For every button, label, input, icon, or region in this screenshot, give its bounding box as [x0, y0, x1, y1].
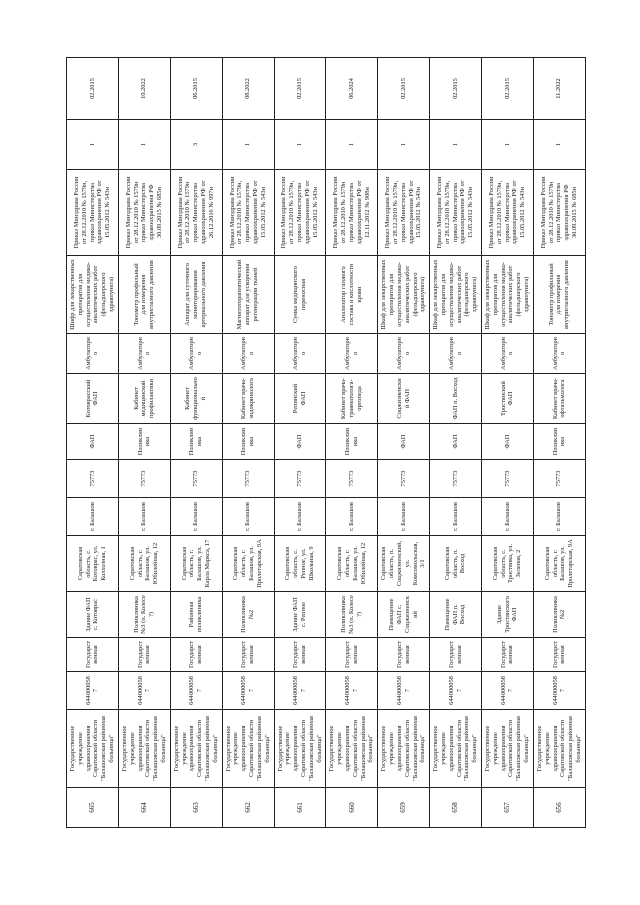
cell-doc: Приказ Минздрава России от 28.12.2010 № 1579н, приказ Министерства здравоохранения РФ от 15.05.2012 № 543н	[378, 170, 430, 256]
cell-care: Амбулаторно	[67, 334, 119, 374]
cell-type: ФАП	[378, 424, 430, 460]
cell-building: Помещение ФАП п. Восход	[430, 592, 482, 638]
cell-address: Саратовская область, с. Тростянка, ул. Зеленая, 2	[482, 536, 534, 592]
cell-owner: Государственное учреждение здравоохранения Саратовской области "Балашовская районная больница"	[67, 710, 119, 788]
cell-unit: Кабинет врача-эндокринолога	[222, 374, 274, 424]
cell-care: Амбулаторно	[274, 334, 326, 374]
cell-building: Районная поликлиника	[170, 592, 222, 638]
cell-settlement: г. Балашов	[533, 498, 585, 536]
cell-code: 75773	[378, 460, 430, 498]
cell-qty: 1	[67, 120, 119, 170]
cell-settlement: г. Балашов	[170, 498, 222, 536]
cell-address: Саратовская область, г. Балашов, ул. Юбилейная, 12	[326, 536, 378, 592]
cell-id: 657	[482, 788, 534, 828]
cell-building: Здание ФАП с. Котоврас	[67, 592, 119, 638]
record-row	[170, 58, 222, 828]
cell-unit: ФАП п. Восход	[430, 374, 482, 424]
cell-date: 02.2015	[482, 58, 534, 120]
cell-id: 662	[222, 788, 274, 828]
cell-unit: Репинский ФАП	[274, 374, 326, 424]
cell-owner: Государственное учреждение здравоохранения Саратовской области "Балашовская районная больница"	[482, 710, 534, 788]
cell-date: 02.2015	[274, 58, 326, 120]
cell-address: Саратовская область, с. Репное, ул. Школьная, 9	[274, 536, 326, 592]
cell-inn: 6440000587	[430, 672, 482, 710]
cell-settlement: г. Балашов	[274, 498, 326, 536]
cell-type: ФАП	[67, 424, 119, 460]
cell-care: Амбулаторно	[533, 334, 585, 374]
cell-date: 11.2022	[533, 58, 585, 120]
record-row	[482, 58, 534, 828]
cell-owner: Государственное учреждение здравоохранения Саратовской области "Балашовская районная больница"	[170, 710, 222, 788]
cell-unit: Кабинет врача-офтальмолога	[533, 374, 585, 424]
cell-type: ФАП	[274, 424, 326, 460]
cell-address: Саратовская область, п. Соцжизненский, ул. Комсомольская, 3/1	[378, 536, 430, 592]
cell-type: ФАП	[482, 424, 534, 460]
cell-building: Поликлиника №3 (п. Колесе ?)	[118, 592, 170, 638]
cell-doc: Приказ Минздрава России от 28.12.2010 № 1579н приказ Министерства здравоохранения РФ от 12.11.2012 № 908н	[326, 170, 378, 256]
cell-settlement: г. Балашов	[67, 498, 119, 536]
cell-profile: Сумка медицинского переносная	[274, 256, 326, 334]
cell-owner: Государственное учреждение здравоохранения Саратовской области "Балашовская районная больница"	[430, 710, 482, 788]
cell-unit: Кабинет функциональной	[170, 374, 222, 424]
cell-qty: 1	[378, 120, 430, 170]
cell-building: Здание Тростянского ФАП	[482, 592, 534, 638]
record-row	[274, 58, 326, 828]
cell-date: 10.2022	[118, 58, 170, 120]
cell-ownership: Государственная	[430, 638, 482, 672]
cell-building: Поликлиника №2	[222, 592, 274, 638]
cell-qty: 1	[533, 120, 585, 170]
cell-unit: Кабинет медицинской профилактики	[118, 374, 170, 424]
record-row	[533, 58, 585, 828]
cell-id: 661	[274, 788, 326, 828]
cell-unit: Кабинет врача-травматолога-ортопеда	[326, 374, 378, 424]
cell-unit: Котоврасский ФАП	[67, 374, 119, 424]
cell-code: 75773	[482, 460, 534, 498]
cell-type: ФАП	[430, 424, 482, 460]
cell-type: Поликлиника	[118, 424, 170, 460]
cell-date: 02.2015	[378, 58, 430, 120]
cell-date: 02.2015	[430, 58, 482, 120]
cell-profile: Шкаф для лекарственных препаратов для осуществления медико-аналитических работ (фельдшерского здравпункта)	[378, 256, 430, 334]
cell-care: Амбулаторно	[222, 334, 274, 374]
cell-care: Амбулаторно	[118, 334, 170, 374]
equipment-table	[66, 57, 586, 828]
cell-address: Саратовская область, г. Балашов, ул. Юбилейная, 12	[118, 536, 170, 592]
cell-qty: 1	[274, 120, 326, 170]
cell-ownership: Государственная	[67, 638, 119, 672]
cell-unit: Соцжизненский ФАП	[378, 374, 430, 424]
cell-settlement: г. Балашов	[482, 498, 534, 536]
cell-qty: 1	[326, 120, 378, 170]
cell-profile: Шифр для лекарственных препаратов для осуществления медико-аналитических работ (фельдшерского здравпункта)	[67, 256, 119, 334]
cell-unit: Тростянский ФАП	[482, 374, 534, 424]
cell-inn: 6440000587	[274, 672, 326, 710]
cell-qty: 1	[222, 120, 274, 170]
cell-code: 75773	[170, 460, 222, 498]
cell-ownership: Государственная	[533, 638, 585, 672]
cell-code: 75773	[222, 460, 274, 498]
cell-inn: 6440000587	[533, 672, 585, 710]
cell-settlement: г. Балашов	[222, 498, 274, 536]
record-row	[222, 58, 274, 828]
cell-profile: Шкаф для лекарственных препаратов для осуществления медико-аналитических работ (фельдшерского здравпункта)	[430, 256, 482, 334]
cell-code: 75773	[67, 460, 119, 498]
record-row	[378, 58, 430, 828]
cell-building: Поликлиника №3 (п. Колесе ?)	[326, 592, 378, 638]
cell-inn: 6440000587	[222, 672, 274, 710]
cell-profile: Тонометр профильный для измерения внутриглазного давления	[118, 256, 170, 334]
cell-inn: 6440000587	[67, 672, 119, 710]
cell-ownership: Государственная	[170, 638, 222, 672]
cell-doc: Приказ Минздрава России от 28.12.2010 № 1579н, приказ Министерства здравоохранения РФ от 15.05.2012 № 543н	[430, 170, 482, 256]
cell-inn: 6440000587	[482, 672, 534, 710]
cell-profile: Тонометр профильный для измерения внутриглазного давления	[533, 256, 585, 334]
cell-code: 75773	[274, 460, 326, 498]
cell-type: Поликлиника	[222, 424, 274, 460]
cell-date: 06.2024	[326, 58, 378, 120]
cell-care: Амбулаторно	[482, 334, 534, 374]
cell-inn: 6440000587	[326, 672, 378, 710]
cell-owner: Государственное учреждение здравоохранения Саратовской области "Балашовская районная больница"	[378, 710, 430, 788]
record-row	[118, 58, 170, 828]
cell-settlement: г. Балашов	[118, 498, 170, 536]
cell-qty: 1	[430, 120, 482, 170]
cell-id: 664	[118, 788, 170, 828]
cell-profile: Аппарат для суточного мониторирования артериального давления	[170, 256, 222, 334]
cell-profile: Шкаф для лекарственных препаратов для осуществления медико-аналитических работ (фельдшерского здравпункта)	[482, 256, 534, 334]
cell-type: Поликлиника	[533, 424, 585, 460]
cell-doc: Приказ Минздрава России от 28.12.2010 № 1579н, приказ Министерства здравоохранения РФ от 15.05.2012 № 543н	[67, 170, 119, 256]
cell-profile: Анализатор газового состава и кислотности крови	[326, 256, 378, 334]
cell-code: 75773	[533, 460, 585, 498]
cell-owner: Государственное учреждение здравоохранения Саратовской области "Балашовская районная больница"	[274, 710, 326, 788]
record-row	[326, 58, 378, 828]
cell-ownership: Государственная	[326, 638, 378, 672]
cell-ownership: Государственная	[222, 638, 274, 672]
cell-care: Амбулаторно	[170, 334, 222, 374]
cell-inn: 6440000587	[118, 672, 170, 710]
cell-id: 656	[533, 788, 585, 828]
cell-code: 75773	[118, 460, 170, 498]
cell-address: Саратовская область, г. Балашов, ул. Пролетарская, 9А	[222, 536, 274, 592]
cell-address: Саратовская область, с. Котоврас, ул. Колхозная, 1	[67, 536, 119, 592]
cell-ownership: Государственная	[482, 638, 534, 672]
cell-profile: Магнитотерапевтический аппарат для ускорения регенерации тканей	[222, 256, 274, 334]
cell-type: Поликлиника	[326, 424, 378, 460]
cell-owner: Государственное учреждение здравоохранения Саратовской области "Балашовская районная больница"	[326, 710, 378, 788]
cell-type: Поликлиника	[170, 424, 222, 460]
cell-code: 75773	[430, 460, 482, 498]
cell-building: Поликлиника №2	[533, 592, 585, 638]
cell-doc: Приказ Минздрава России от 28.12.2010 № 1579н, приказ Министерства здравоохранения РФ от 15.05.2012 № 543н	[274, 170, 326, 256]
cell-building: Помещение ФАП с. Соцжизненский	[378, 592, 430, 638]
cell-doc: Приказ Минздрава России от 28.12.2010 № 1579н приказ Министерства здравоохранения РФ 30.09.2015 № 685н	[533, 170, 585, 256]
cell-address: Саратовская область, п. Восход	[430, 536, 482, 592]
cell-doc: Приказ Минздрава России от 28.12.2010 № 1579н приказ Министерства здравоохранения РФ от 26.12.2016 № 997н	[170, 170, 222, 256]
cell-date: 06.2015	[170, 58, 222, 120]
cell-doc: Приказ Минздрава России от 28.12.2010 № 1579н, приказ Министерства здравоохранения РФ от 15.05.2012 № 543н	[482, 170, 534, 256]
cell-settlement: г. Балашов	[378, 498, 430, 536]
cell-code: 75773	[326, 460, 378, 498]
cell-address: Саратовская область, г. Балашов, ул. Карла Маркса, 17	[170, 536, 222, 592]
cell-ownership: Государственная	[118, 638, 170, 672]
cell-owner: Государственное учреждение здравоохранения Саратовской области "Балашовская районная больница"	[118, 710, 170, 788]
cell-settlement: г. Балашов	[326, 498, 378, 536]
cell-date: 08.2022	[222, 58, 274, 120]
cell-settlement: г. Балашов	[430, 498, 482, 536]
cell-ownership: Государственная	[274, 638, 326, 672]
cell-care: Амбулаторно	[326, 334, 378, 374]
cell-qty: 3	[170, 120, 222, 170]
cell-care: Амбулаторно	[430, 334, 482, 374]
cell-inn: 6440000587	[378, 672, 430, 710]
cell-building: Здание ФАП с. Репное	[274, 592, 326, 638]
cell-ownership: Государственная	[378, 638, 430, 672]
cell-id: 663	[170, 788, 222, 828]
record-row	[67, 58, 119, 828]
cell-owner: Государственное учреждение здравоохранения Саратовской области "Балашовская районная больница"	[533, 710, 585, 788]
cell-id: 659	[378, 788, 430, 828]
cell-qty: 1	[118, 120, 170, 170]
cell-doc: Приказ Минздрава России от 28.12.2010 № 1579н приказ Министерства здравоохранения РФ 30.09.2015 № 685н	[118, 170, 170, 256]
cell-id: 660	[326, 788, 378, 828]
rotated-table-wrapper	[66, 58, 582, 828]
cell-qty: 1	[482, 120, 534, 170]
cell-inn: 6440000587	[170, 672, 222, 710]
cell-doc: Приказ Минздрава России от 28.12.2010 № 1579н, приказ Министерства здравоохранения РФ от 15.05.2012 № 543н	[222, 170, 274, 256]
record-row	[430, 58, 482, 828]
cell-owner: Государственное учреждение здравоохранения Саратовской области "Балашовская районная больница"	[222, 710, 274, 788]
cell-id: 658	[430, 788, 482, 828]
cell-care: Амбулаторно	[378, 334, 430, 374]
cell-date: 02.2015	[67, 58, 119, 120]
cell-address: Саратовская область, г. Балашов, ул. Пролетарская, 9А	[533, 536, 585, 592]
cell-id: 665	[67, 788, 119, 828]
